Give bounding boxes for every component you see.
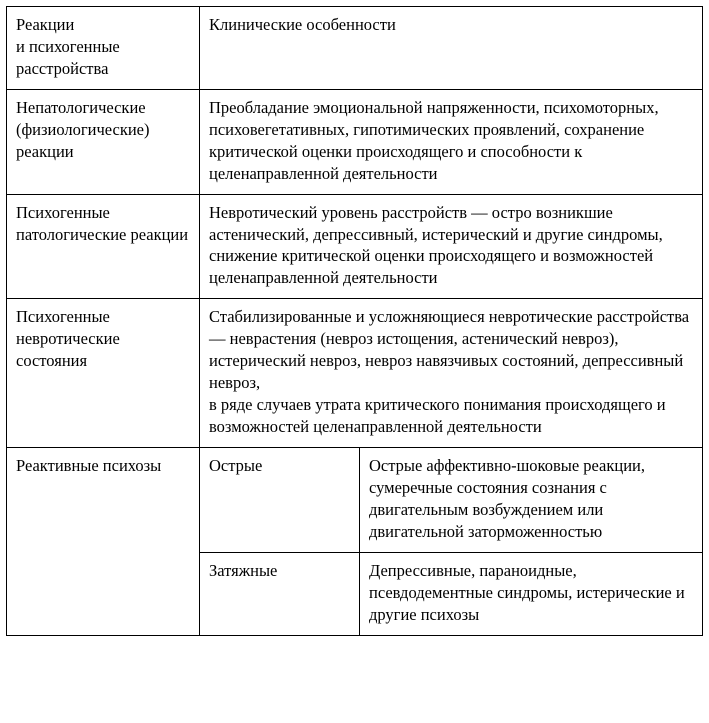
table-header-row bbox=[7, 7, 703, 90]
clinical-features-table bbox=[6, 6, 703, 636]
cell-features: Невротический уровень расстройств — остро возникшие астенический, депрессивный, истерический и другие синдромы, снижение критической оценки происходящего и возможностей целенаправленной деятельности bbox=[200, 194, 703, 299]
cell-subtype: Острые bbox=[200, 447, 360, 552]
table-row bbox=[7, 194, 703, 299]
cell-category: Реактивные психозы bbox=[7, 447, 200, 635]
cell-category: Непатологические (физиологические) реакции bbox=[7, 89, 200, 194]
header-cell-category: Реакции и психогенные расстройства bbox=[7, 7, 200, 90]
cell-subtype: Затяжные bbox=[200, 552, 360, 635]
cell-features: Преобладание эмоциональной напряженности, психомоторных, психовегетативных, гипотимических проявлений, сохранение критической оценки происходящего и способности к целенаправленной деятельности bbox=[200, 89, 703, 194]
table-row bbox=[7, 299, 703, 448]
cell-features: Депрессивные, параноидные, псевдодементные синдромы, истерические и другие психозы bbox=[360, 552, 703, 635]
cell-features: Стабилизированные и усложняющиеся невротические расстройства — неврастения (невроз истощения, астенический невроз), истерический невроз, невроз навязчивых состояний, депрессивный невроз, в ряде случаев утрата критического понимания происходящего и возможностей целенаправленной деятельности bbox=[200, 299, 703, 448]
cell-features: Острые аффективно-шоковые реакции, сумеречные состояния сознания с двигательным возбуждением или двигательной заторможенностью bbox=[360, 447, 703, 552]
cell-category: Психогенные патологические реакции bbox=[7, 194, 200, 299]
table-row bbox=[7, 447, 703, 552]
header-cell-features: Клинические особенности bbox=[200, 7, 703, 90]
cell-category: Психогенные невротические состояния bbox=[7, 299, 200, 448]
table-row bbox=[7, 89, 703, 194]
